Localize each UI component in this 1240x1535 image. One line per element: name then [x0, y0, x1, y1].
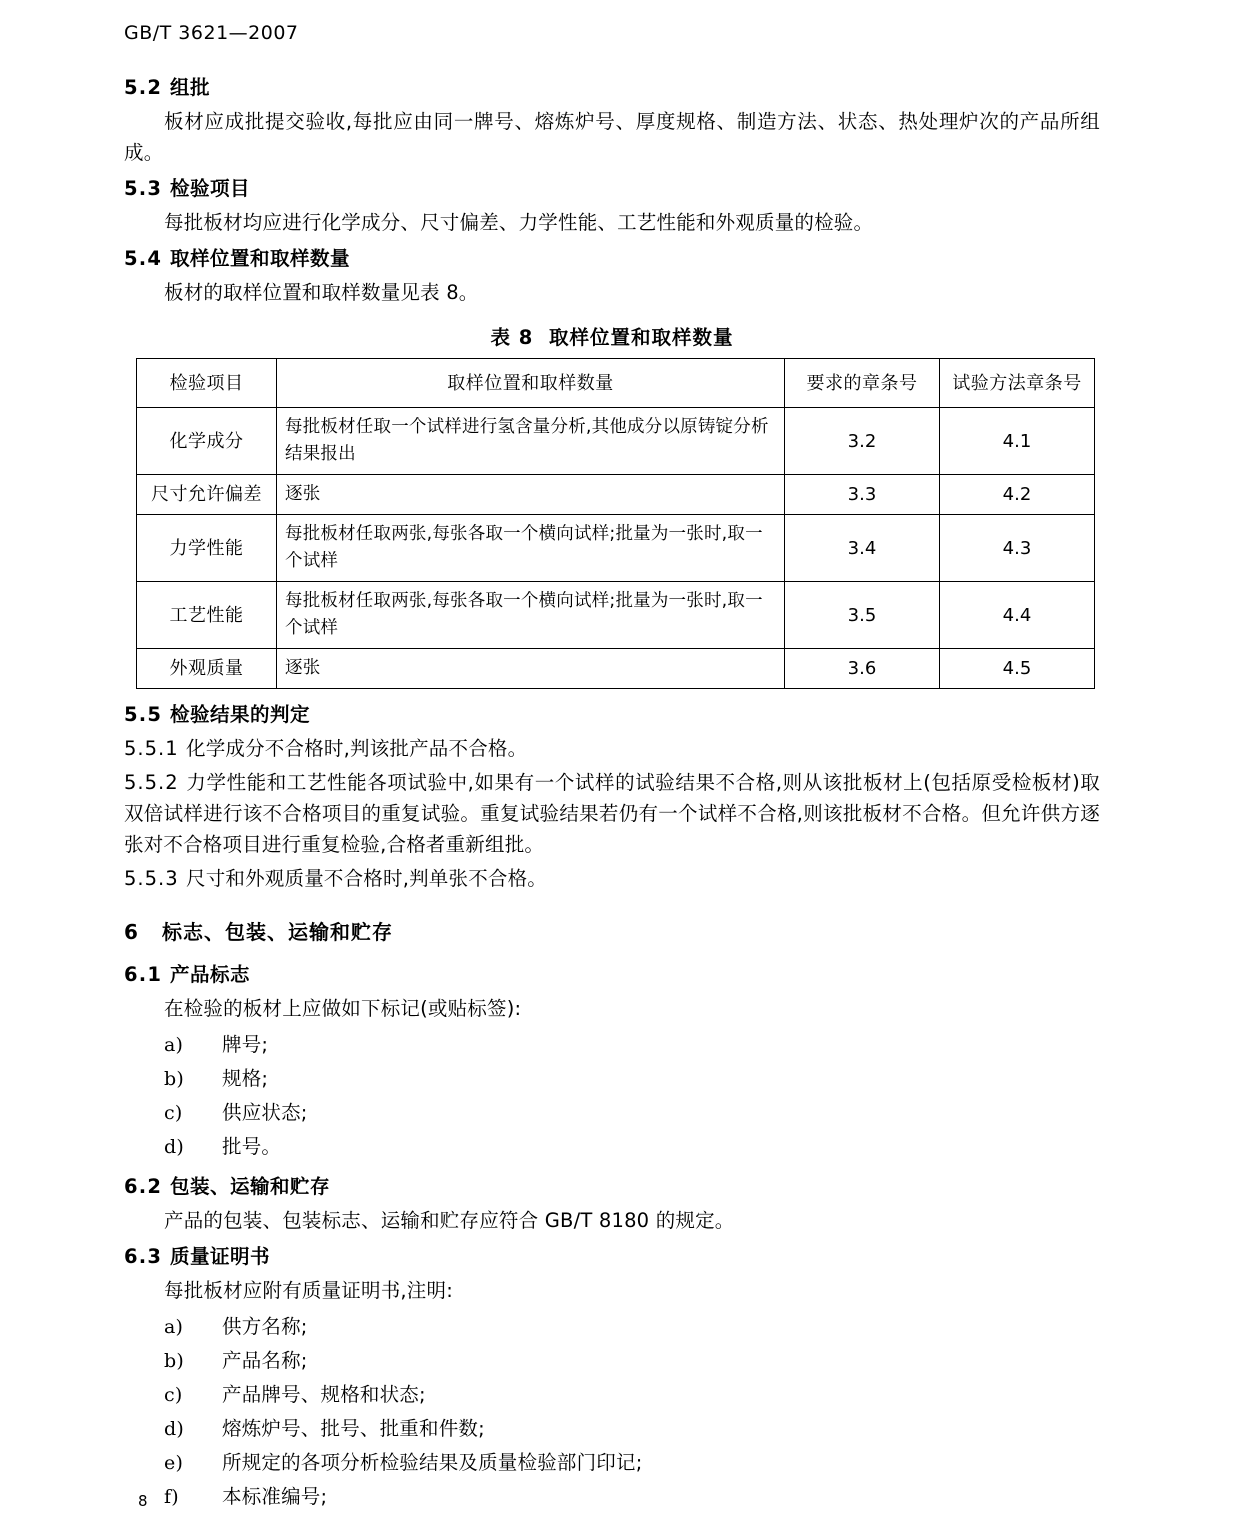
cell-desc: 每批板材任取两张,每张各取一个横向试样;批量为一张时,取一个试样 — [277, 582, 785, 649]
clause-body-6-1: 在检验的板材上应做如下标记(或贴标签): — [164, 997, 522, 1020]
clause-title-6-3: 质量证明书 — [170, 1245, 271, 1268]
table-row — [137, 408, 1095, 475]
section-title-6: 标志、包装、运输和贮存 — [162, 920, 393, 944]
clause-number-5-3: 5.3 — [124, 177, 163, 200]
cell-req: 3.2 — [785, 408, 940, 475]
cell-method: 4.5 — [940, 649, 1095, 689]
list-item — [124, 1063, 1100, 1095]
list-item — [124, 1131, 1100, 1163]
clause-body-5-4: 板材的取样位置和取样数量见表 8。 — [164, 281, 479, 304]
clause-heading-5-3 — [124, 173, 1100, 201]
clause-title-6-2: 包装、运输和贮存 — [170, 1175, 331, 1198]
page-number: 8 — [138, 1492, 148, 1510]
clause-number-5-5: 5.5 — [124, 703, 163, 726]
clause-body-5-5-1 — [124, 733, 1100, 764]
list-text: 批号。 — [222, 1135, 282, 1158]
table-header-cell-desc: 取样位置和取样数量 — [277, 359, 785, 408]
list-marker: c) — [164, 1384, 183, 1406]
cell-req: 3.3 — [785, 475, 940, 515]
table-header-row — [137, 359, 1095, 408]
table-header-cell-method: 试验方法章条号 — [940, 359, 1095, 408]
cell-desc: 每批板材任取一个试样进行氢含量分析,其他成分以原铸锭分析结果报出 — [277, 408, 785, 475]
section-number-6: 6 — [124, 920, 139, 944]
list-marker: b) — [164, 1068, 184, 1090]
cell-item: 力学性能 — [137, 515, 277, 582]
clause-heading-5-4 — [124, 243, 1100, 271]
list-marker: d) — [164, 1418, 184, 1440]
clause-body-5-5-3 — [124, 863, 1100, 894]
list-text: 供应状态; — [222, 1101, 308, 1124]
clause-number-5-5-2: 5.5.2 — [124, 771, 179, 794]
cell-req: 3.5 — [785, 582, 940, 649]
clause-number-5-5-3: 5.5.3 — [124, 867, 179, 890]
list-text: 熔炼炉号、批号、批重和件数; — [222, 1417, 485, 1440]
list-marker: b) — [164, 1350, 184, 1372]
list-text: 产品名称; — [222, 1349, 308, 1372]
cell-req: 3.6 — [785, 649, 940, 689]
clause-body-5-2: 板材应成批提交验收,每批应由同一牌号、熔炼炉号、厚度规格、制造方法、状态、热处理炉次的产品所组成。 — [124, 110, 1100, 164]
clause-number-6-3: 6.3 — [124, 1245, 163, 1268]
list-item — [124, 1481, 1100, 1513]
list-marker: f) — [164, 1486, 179, 1508]
list-marker: d) — [164, 1136, 184, 1158]
clause-text-5-5-2: 力学性能和工艺性能各项试验中,如果有一个试样的试验结果不合格,则从该批板材上(包括原受检板材)取双倍试样进行该不合格项目的重复试验。重复试验结果若仍有一个试样不合格,则该批板材不合格。但允许供方逐张对不合格项目进行重复检验,合格者重新组批。 — [124, 771, 1100, 856]
list-item — [124, 1447, 1100, 1479]
table-row — [137, 475, 1095, 515]
clause-number-6-1: 6.1 — [124, 963, 163, 986]
table-row — [137, 515, 1095, 582]
table-row — [137, 582, 1095, 649]
list-item — [124, 1379, 1100, 1411]
cell-method: 4.3 — [940, 515, 1095, 582]
table-header-cell-item: 检验项目 — [137, 359, 277, 408]
clause-body-6-2: 产品的包装、包装标志、运输和贮存应符合 GB/T 8180 的规定。 — [164, 1209, 735, 1232]
list-text: 牌号; — [222, 1033, 269, 1056]
cell-req: 3.4 — [785, 515, 940, 582]
clause-title-5-2: 组批 — [170, 76, 211, 99]
section-heading-6 — [124, 916, 1100, 945]
clause-text-5-5-3: 尺寸和外观质量不合格时,判单张不合格。 — [186, 867, 547, 890]
cell-desc: 逐张 — [277, 649, 785, 689]
list-text: 规格; — [222, 1067, 269, 1090]
list-text: 产品牌号、规格和状态; — [222, 1383, 426, 1406]
list-marker: e) — [164, 1452, 184, 1474]
clause-title-6-1: 产品标志 — [170, 963, 251, 986]
list-item — [124, 1029, 1100, 1061]
table-8-caption-title: 取样位置和取样数量 — [548, 326, 734, 349]
clause-heading-6-1 — [124, 959, 1100, 987]
cell-method: 4.4 — [940, 582, 1095, 649]
clause-heading-6-2 — [124, 1171, 1100, 1199]
clause-number-5-4: 5.4 — [124, 247, 163, 270]
clause-title-5-4: 取样位置和取样数量 — [170, 247, 351, 270]
list-item — [124, 1311, 1100, 1343]
cell-desc: 每批板材任取两张,每张各取一个横向试样;批量为一张时,取一个试样 — [277, 515, 785, 582]
cell-item: 化学成分 — [137, 408, 277, 475]
list-text: 供方名称; — [222, 1315, 308, 1338]
cell-item: 尺寸允许偏差 — [137, 475, 277, 515]
list-text: 本标准编号; — [222, 1485, 328, 1508]
clause-title-5-3: 检验项目 — [170, 177, 251, 200]
list-item — [124, 1097, 1100, 1129]
clause-text-5-5-1: 化学成分不合格时,判该批产品不合格。 — [186, 737, 528, 760]
table-8 — [136, 358, 1095, 689]
table-header-cell-req: 要求的章条号 — [785, 359, 940, 408]
table-8-caption — [124, 322, 1100, 350]
list-item — [124, 1413, 1100, 1445]
clause-body-6-3: 每批板材应附有质量证明书,注明: — [164, 1279, 453, 1302]
page-header: GB/T 3621—2007 — [124, 22, 299, 44]
table-row — [137, 649, 1095, 689]
cell-method: 4.2 — [940, 475, 1095, 515]
clause-heading-6-3 — [124, 1241, 1100, 1269]
list-item — [124, 1345, 1100, 1377]
cell-item: 外观质量 — [137, 649, 277, 689]
clause-heading-5-2 — [124, 72, 1100, 100]
clause-number-6-2: 6.2 — [124, 1175, 163, 1198]
list-marker: c) — [164, 1102, 183, 1124]
clause-body-5-5-2 — [124, 767, 1100, 860]
clause-heading-5-5 — [124, 699, 1100, 727]
cell-item: 工艺性能 — [137, 582, 277, 649]
table-8-caption-number: 表 8 — [490, 326, 534, 349]
cell-desc: 逐张 — [277, 475, 785, 515]
page-content — [124, 72, 1100, 1515]
clause-title-5-5: 检验结果的判定 — [170, 703, 311, 726]
clause-body-5-3: 每批板材均应进行化学成分、尺寸偏差、力学性能、工艺性能和外观质量的检验。 — [164, 211, 874, 234]
clause-number-5-2: 5.2 — [124, 76, 163, 99]
list-marker: a) — [164, 1316, 184, 1338]
list-marker: a) — [164, 1034, 184, 1056]
cell-method: 4.1 — [940, 408, 1095, 475]
list-text: 所规定的各项分析检验结果及质量检验部门印记; — [222, 1451, 643, 1474]
clause-number-5-5-1: 5.5.1 — [124, 737, 179, 760]
